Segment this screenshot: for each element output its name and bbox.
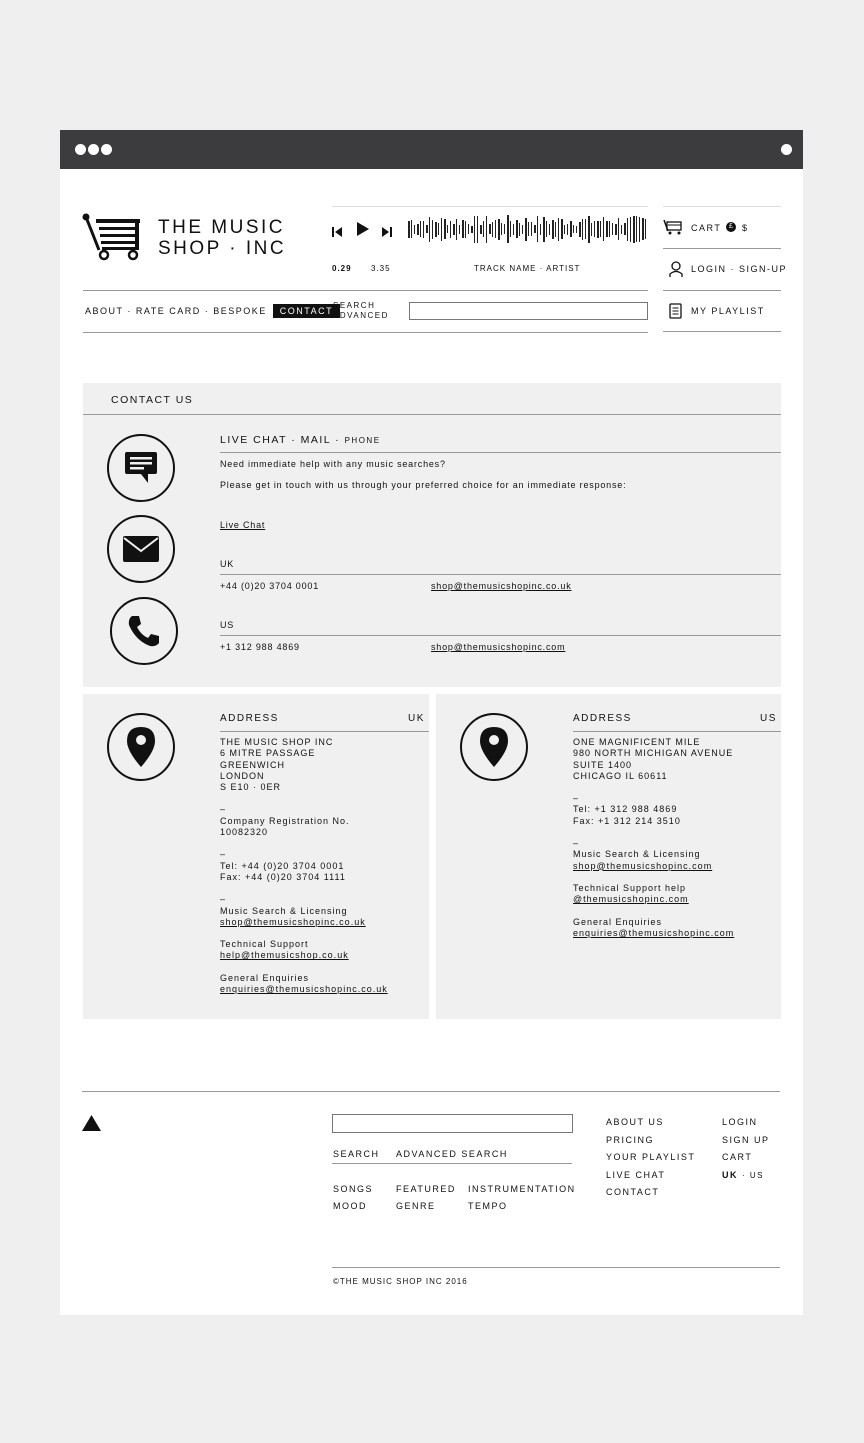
waveform-bar bbox=[423, 221, 424, 238]
waveform-bar bbox=[453, 224, 455, 235]
next-track-icon[interactable] bbox=[382, 224, 393, 234]
divider-dash: – bbox=[220, 849, 227, 860]
footer-about-link[interactable]: ABOUT US bbox=[606, 1117, 664, 1127]
waveform-bar bbox=[552, 220, 554, 239]
triangle-up-icon[interactable] bbox=[82, 1115, 101, 1131]
location-pin-icon bbox=[480, 727, 508, 767]
footer-account-links bbox=[722, 1114, 770, 1184]
waveform-bar bbox=[612, 223, 613, 235]
waveform-bar bbox=[558, 218, 559, 241]
envelope-icon bbox=[123, 536, 159, 562]
waveform-bar bbox=[492, 222, 493, 237]
waveform-bar bbox=[525, 218, 527, 241]
footer-mood-link[interactable]: MOOD bbox=[333, 1201, 367, 1211]
track-name: TRACK NAME · ARTIST bbox=[474, 264, 581, 273]
us-support-email[interactable]: @themusicshopinc.com bbox=[573, 894, 689, 905]
waveform-bar bbox=[576, 226, 577, 233]
currency-usd-toggle[interactable]: $ bbox=[742, 223, 748, 233]
login-signup-link[interactable]: LOGIN · SIGN-UP bbox=[691, 264, 788, 274]
logo-cart-icon[interactable] bbox=[82, 213, 142, 261]
live-chat-circle[interactable] bbox=[107, 434, 175, 502]
waveform-bar bbox=[630, 217, 631, 242]
window-dot-icon[interactable] bbox=[88, 144, 99, 155]
waveform-bar bbox=[570, 221, 572, 237]
waveform-bar bbox=[480, 225, 482, 234]
waveform-bar bbox=[618, 218, 619, 240]
uk-general-email[interactable]: enquiries@themusicshopinc.co.uk bbox=[220, 984, 388, 995]
us-licensing-label: Music Search & Licensing bbox=[573, 849, 701, 860]
waveform-bar bbox=[531, 222, 532, 236]
uk-licensing-email[interactable]: shop@themusicshopinc.co.uk bbox=[220, 916, 366, 927]
waveform-bar bbox=[561, 219, 563, 239]
uk-label: UK bbox=[220, 559, 235, 569]
uk-general-label: General Enquiries bbox=[220, 972, 310, 983]
nav-rate-card[interactable]: RATE CARD bbox=[135, 306, 201, 316]
footer-songs-link[interactable]: SONGS bbox=[333, 1184, 374, 1194]
waveform-bar bbox=[543, 217, 545, 242]
us-fax: Fax: +1 312 214 3510 bbox=[573, 815, 681, 826]
waveform-bar bbox=[603, 217, 604, 241]
nav-bespoke[interactable]: BESPOKE bbox=[213, 306, 267, 316]
header-search-input[interactable] bbox=[409, 302, 648, 320]
waveform-bar bbox=[591, 223, 592, 236]
uk-phone: +44 (0)20 3704 0001 bbox=[220, 581, 320, 591]
footer-live-chat-link[interactable]: LIVE CHAT bbox=[606, 1169, 666, 1180]
waveform-bar bbox=[534, 225, 536, 233]
us-location-circle bbox=[460, 713, 528, 781]
footer-cart-link[interactable]: CART bbox=[722, 1152, 753, 1162]
waveform-bar bbox=[549, 224, 550, 235]
waveform-bar bbox=[435, 222, 437, 237]
uk-address-line: THE MUSIC SHOP INC bbox=[220, 737, 334, 747]
us-general-label: General Enquiries bbox=[573, 916, 663, 927]
waveform-bar bbox=[489, 224, 491, 234]
waveform-bar bbox=[483, 221, 484, 237]
waveform-bar bbox=[468, 224, 469, 234]
footer-featured-link[interactable]: FEATURED bbox=[396, 1184, 456, 1194]
footer-region-us[interactable]: · US bbox=[742, 1170, 765, 1180]
waveform-bar bbox=[567, 224, 568, 235]
us-address-line: 980 NORTH MICHIGAN AVENUE bbox=[573, 748, 734, 759]
waveform-bar bbox=[510, 221, 511, 237]
address-us-panel bbox=[436, 694, 781, 1019]
advanced-search-label[interactable]: ADVANCED bbox=[333, 311, 389, 320]
us-support-label: Technical Support help bbox=[573, 882, 687, 893]
footer-pricing-link[interactable]: PRICING bbox=[606, 1134, 655, 1145]
uk-address-region: UK bbox=[408, 713, 425, 724]
waveform-bar bbox=[519, 223, 520, 236]
footer-signup-link[interactable]: SIGN UP bbox=[722, 1134, 770, 1145]
waveform-bar bbox=[495, 220, 496, 238]
waveform-bar bbox=[486, 216, 487, 243]
footer-genre-link[interactable]: GENRE bbox=[396, 1201, 436, 1211]
uk-address-line: GREENWICH bbox=[220, 759, 285, 770]
nav-contact[interactable]: CONTACT bbox=[273, 304, 340, 318]
us-label: US bbox=[220, 620, 235, 630]
uk-address-line: LONDON bbox=[220, 770, 265, 781]
waveform-bar bbox=[450, 221, 451, 238]
logo-line-2: SHOP · INC bbox=[158, 238, 287, 259]
waveform-bar bbox=[621, 225, 622, 234]
contact-intro-1: Need immediate help with any music searches? bbox=[220, 459, 446, 469]
footer-advanced-search-link[interactable]: ADVANCED SEARCH bbox=[396, 1149, 508, 1159]
footer-search-link[interactable]: SEARCH bbox=[333, 1149, 380, 1159]
waveform-bar bbox=[597, 221, 599, 238]
uk-support-label: Technical Support bbox=[220, 939, 309, 950]
waveform-bar bbox=[564, 225, 565, 234]
uk-address-line: S E10 · 0ER bbox=[220, 782, 282, 793]
play-icon[interactable] bbox=[356, 222, 370, 236]
uk-address-line: 6 MITRE PASSAGE bbox=[220, 748, 316, 759]
waveform-bar bbox=[462, 220, 464, 238]
divider-dash: – bbox=[220, 804, 227, 815]
waveform-bar bbox=[513, 224, 514, 235]
mail-circle[interactable] bbox=[107, 515, 175, 583]
waveform-bar bbox=[606, 221, 608, 237]
footer-site-links bbox=[606, 1114, 695, 1202]
waveform-bar bbox=[528, 222, 529, 236]
divider-dash: – bbox=[573, 793, 580, 804]
waveform-bar bbox=[546, 221, 547, 237]
window-dot-icon[interactable] bbox=[75, 144, 86, 155]
waveform-bar bbox=[639, 217, 640, 242]
us-address-block bbox=[573, 737, 778, 939]
nav-separator: · bbox=[127, 306, 132, 316]
phone-circle[interactable] bbox=[110, 597, 178, 665]
playlist-icon[interactable] bbox=[669, 303, 682, 319]
waveform-bar bbox=[615, 224, 617, 235]
page bbox=[60, 169, 803, 1315]
uk-address-title: ADDRESS bbox=[220, 713, 279, 724]
contact-methods-heading bbox=[220, 434, 381, 446]
waveform-bar bbox=[645, 219, 646, 239]
footer-region-uk[interactable]: UK bbox=[722, 1169, 738, 1180]
footer-contact-link[interactable]: CONTACT bbox=[606, 1187, 660, 1197]
cart-icon[interactable] bbox=[663, 219, 683, 235]
waveform-bar bbox=[417, 224, 419, 235]
waveform-bar bbox=[507, 215, 509, 243]
uk-licensing-label: Music Search & Licensing bbox=[220, 905, 348, 916]
location-pin-icon bbox=[127, 727, 155, 767]
search-labels bbox=[333, 301, 389, 321]
waveform-bar bbox=[594, 221, 595, 237]
waveform-bar bbox=[426, 225, 428, 233]
contact-title: CONTACT US bbox=[111, 394, 194, 406]
waveform-bar bbox=[585, 219, 586, 239]
waveform-bar bbox=[582, 219, 583, 240]
my-playlist-link[interactable]: MY PLAYLIST bbox=[691, 306, 765, 316]
uk-fax: Fax: +44 (0)20 3704 1111 bbox=[220, 871, 346, 882]
waveform-bar bbox=[429, 217, 430, 242]
waveform-bar bbox=[540, 224, 541, 235]
us-address-title: ADDRESS bbox=[573, 713, 632, 724]
waveform-bar bbox=[420, 221, 421, 237]
waveform-bar bbox=[537, 216, 538, 242]
address-uk-panel bbox=[83, 694, 429, 1019]
waveform-bar bbox=[642, 218, 644, 240]
waveform-bar bbox=[498, 219, 500, 240]
uk-support-email[interactable]: help@themusicshop.co.uk bbox=[220, 950, 349, 961]
waveform-bar bbox=[633, 216, 635, 243]
us-address-line: SUITE 1400 bbox=[573, 759, 633, 770]
currency-gbp-toggle[interactable]: £ bbox=[726, 222, 736, 232]
uk-registration-label: Company Registration No. bbox=[220, 815, 350, 826]
main-nav bbox=[85, 306, 340, 316]
waveform-bar bbox=[411, 220, 412, 238]
waveform-bar bbox=[456, 219, 457, 240]
waveform-bar bbox=[573, 225, 574, 233]
us-phone: +1 312 988 4869 bbox=[220, 642, 300, 652]
us-tel: Tel: +1 312 988 4869 bbox=[573, 804, 678, 815]
waveform-bar bbox=[624, 223, 626, 235]
uk-location-circle bbox=[107, 713, 175, 781]
uk-registration-number: 10082320 bbox=[220, 827, 269, 838]
window-dot-icon[interactable] bbox=[101, 144, 112, 155]
window-dot-icon[interactable] bbox=[781, 144, 792, 155]
copyright: ©THE MUSIC SHOP INC 2016 bbox=[333, 1277, 468, 1286]
waveform-bar bbox=[504, 224, 505, 234]
browser-title-bar bbox=[60, 130, 803, 169]
user-icon[interactable] bbox=[669, 261, 683, 277]
waveform-bar bbox=[600, 221, 601, 237]
waveform-bar bbox=[414, 225, 415, 234]
waveform-bar bbox=[459, 225, 460, 234]
contact-panel bbox=[83, 383, 781, 687]
us-address-region: US bbox=[760, 713, 777, 724]
uk-tel: Tel: +44 (0)20 3704 0001 bbox=[220, 860, 345, 871]
waveform-bar bbox=[609, 221, 610, 237]
us-address-line: ONE MAGNIFICENT MILE bbox=[573, 737, 701, 747]
waveform-bar bbox=[432, 220, 433, 239]
waveform-bar bbox=[441, 218, 442, 241]
waveform-bar bbox=[471, 226, 473, 233]
track-duration: 3.35 bbox=[371, 264, 391, 273]
us-licensing-email[interactable]: shop@themusicshopinc.com bbox=[573, 860, 713, 871]
phone-icon bbox=[126, 613, 162, 649]
waveform-bar bbox=[438, 223, 439, 235]
live-chat-link[interactable]: Live Chat bbox=[220, 520, 266, 530]
contact-heading-phone: PHONE bbox=[344, 436, 381, 445]
footer-playlist-link[interactable]: YOUR PLAYLIST bbox=[606, 1152, 696, 1162]
contact-intro-2: Please get in touch with us through your preferred choice for an immediate response: bbox=[220, 480, 627, 490]
waveform-bar bbox=[588, 216, 590, 243]
search-label[interactable]: SEARCH bbox=[333, 301, 376, 310]
footer-instrumentation-link[interactable]: INSTRUMENTATION bbox=[468, 1184, 576, 1194]
divider-dash: – bbox=[220, 894, 227, 905]
us-general-email[interactable]: enquiries@themusicshopinc.com bbox=[573, 927, 735, 938]
contact-heading-main: LIVE CHAT · MAIL · bbox=[220, 434, 341, 446]
logo-line-1: THE MUSIC bbox=[158, 217, 285, 238]
waveform-bar bbox=[408, 221, 410, 238]
waveform-scrubber[interactable] bbox=[408, 214, 648, 244]
elapsed-time: 0.29 bbox=[332, 264, 352, 273]
uk-address-block bbox=[220, 737, 425, 995]
logo-wordmark[interactable] bbox=[158, 217, 286, 259]
footer-search-input[interactable] bbox=[332, 1114, 573, 1133]
divider-dash: – bbox=[573, 838, 580, 849]
waveform-bar bbox=[447, 225, 448, 233]
waveform-bar bbox=[501, 223, 502, 235]
waveform-bar bbox=[516, 220, 518, 238]
waveform-bar bbox=[465, 221, 466, 238]
waveform-bar bbox=[444, 219, 446, 239]
chat-bubble-icon bbox=[124, 450, 158, 486]
waveform-bar bbox=[522, 225, 523, 234]
us-email-link[interactable]: shop@themusicshopinc.com bbox=[431, 642, 566, 652]
us-address-line: CHICAGO IL 60611 bbox=[573, 770, 668, 781]
waveform-bar bbox=[555, 222, 556, 237]
waveform-bar bbox=[627, 218, 628, 241]
waveform-bar bbox=[474, 216, 475, 243]
footer-tempo-link[interactable]: TEMPO bbox=[468, 1201, 508, 1211]
cart-link[interactable]: CART bbox=[691, 223, 722, 233]
nav-separator: · bbox=[204, 306, 210, 316]
waveform-bar bbox=[477, 216, 478, 243]
waveform-bar bbox=[579, 222, 581, 237]
footer-login-link[interactable]: LOGIN bbox=[722, 1117, 758, 1127]
waveform-bar bbox=[636, 216, 637, 242]
previous-track-icon[interactable] bbox=[332, 224, 343, 234]
nav-about[interactable]: ABOUT bbox=[85, 306, 124, 316]
uk-email-link[interactable]: shop@themusicshopinc.co.uk bbox=[431, 581, 572, 591]
